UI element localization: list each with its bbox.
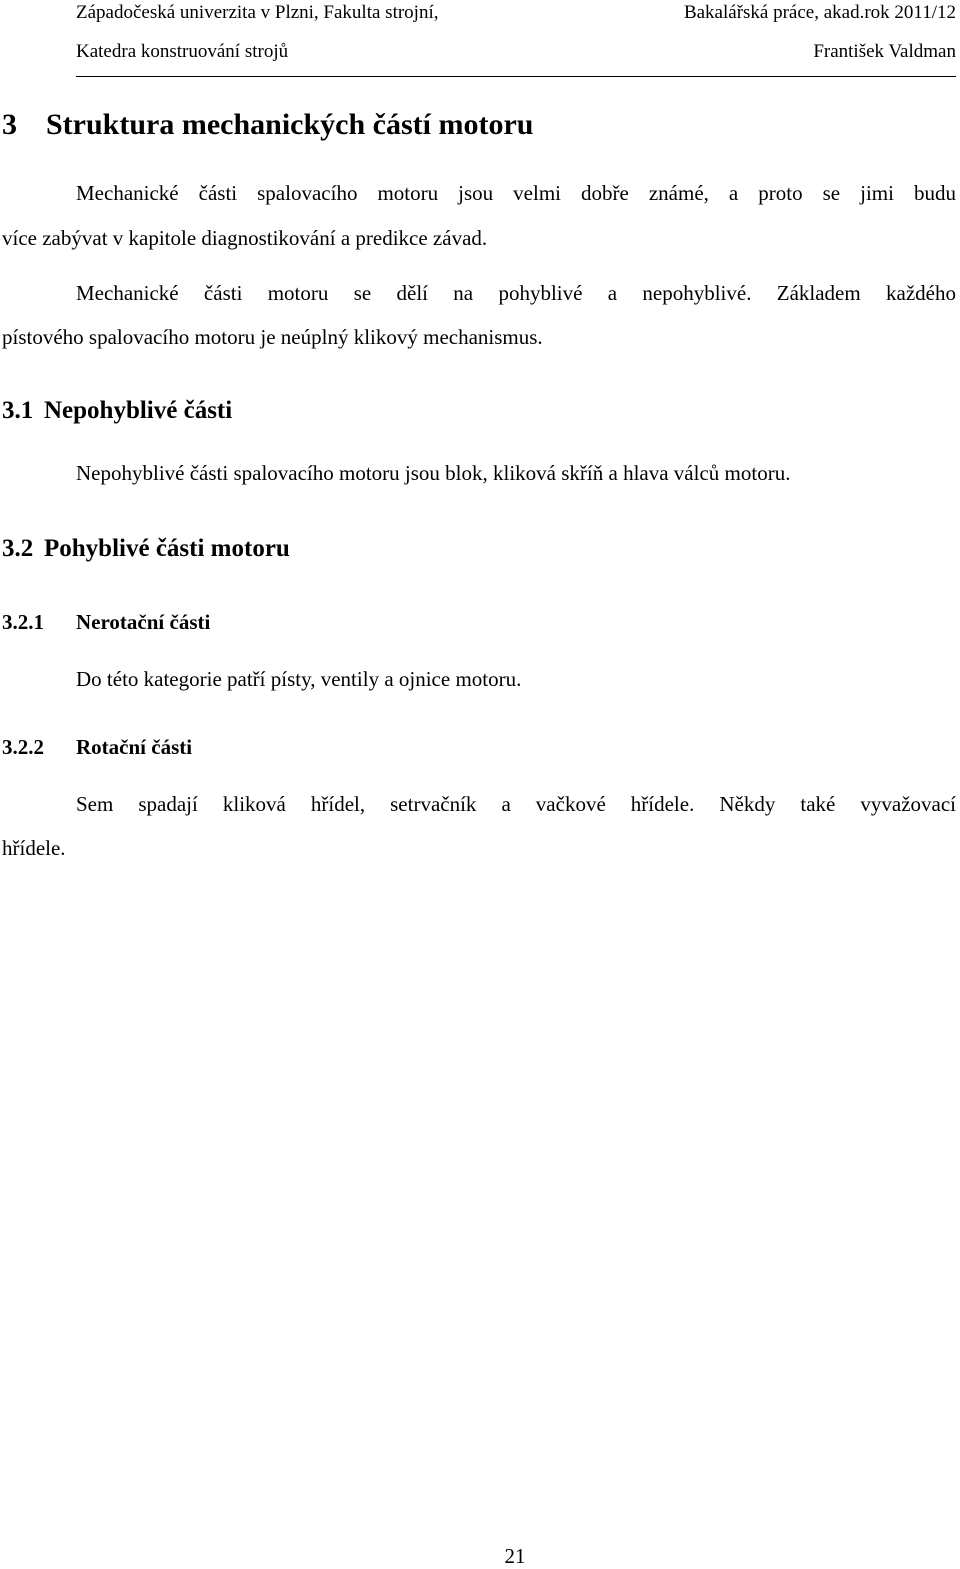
section-3-2-1-number: 3.2.1 [2,610,44,634]
header-university: Západočeská univerzita v Plzni, Fakulta strojní, [76,2,439,23]
section-3-1-number: 3.1 [2,397,34,424]
section-3-2-2-number: 3.2.2 [2,735,44,759]
header-row-1 [76,2,956,24]
header-rule [76,76,956,77]
section-3-2-heading [2,534,290,564]
section-3-1-heading [2,396,232,426]
section-3-2-2-text-line-2: hřídele. [2,836,66,860]
header-thesis: Bakalářská práce, akad.rok 2011/12 [683,2,956,23]
section-3-2-number: 3.2 [2,535,34,562]
chapter-number: 3 [2,108,17,141]
header-author: František Valdman [813,41,956,62]
section-3-2-1-text: Do této kategorie patří písty, ventily a ojnice motoru. [76,667,522,691]
section-3-2-1-title: Nerotační části [76,610,211,634]
paragraph-2-line-2: pístového spalovacího motoru je neúplný klikový mechanismus. [2,325,543,349]
section-3-2-2-title: Rotační části [76,735,193,759]
header-row-2 [76,41,956,63]
paragraph-1-line-1: Mechanické části spalovacího motoru jsou velmi dobře známé, a proto se jimi budu [76,181,956,205]
section-3-2-2-text-line-1: Sem spadají kliková hřídel, setrvačník a vačkové hřídele. Někdy také vyvažovací [76,792,956,816]
chapter-heading [2,107,533,143]
section-3-1-text: Nepohyblivé části spalovacího motoru jsou blok, kliková skříň a hlava válců motoru. [76,461,791,485]
section-3-1-title: Nepohyblivé části [44,397,233,424]
section-3-2-2-heading [2,734,192,760]
page-number: 21 [504,1544,526,1568]
paragraph-1-line-2: více zabývat v kapitole diagnostikování a predikce závad. [2,226,488,250]
paragraph-2-line-1: Mechanické části motoru se dělí na pohyblivé a nepohyblivé. Základem každého [76,281,956,305]
section-3-2-1-heading [2,609,210,635]
section-3-2-title: Pohyblivé části motoru [44,535,290,562]
chapter-title: Struktura mechanických částí motoru [46,108,534,141]
header-department: Katedra konstruování strojů [76,41,289,62]
